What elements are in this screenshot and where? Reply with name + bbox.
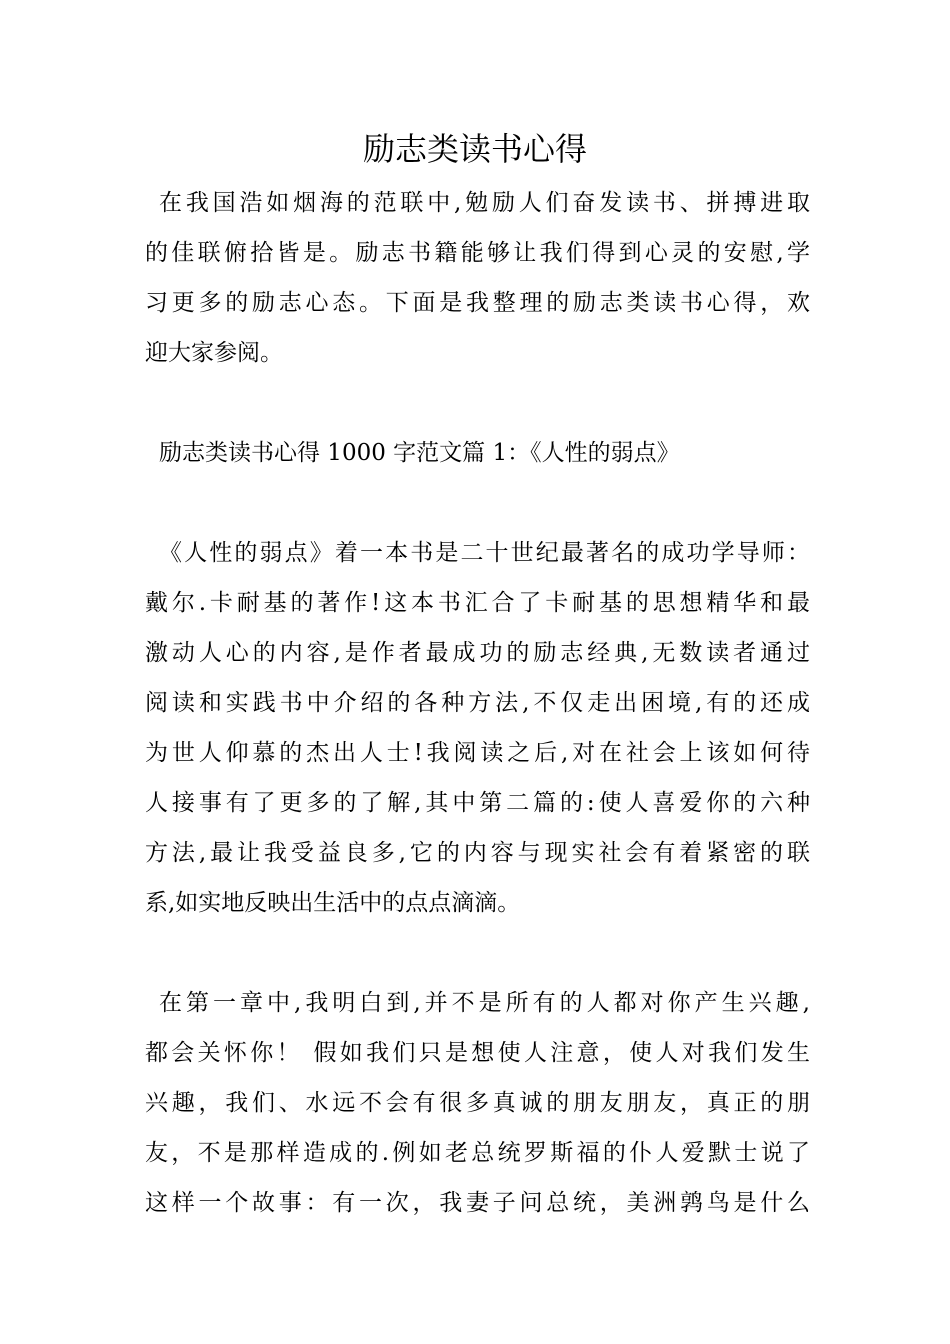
paragraph-gap <box>145 378 810 428</box>
paragraph-line: 人接事有了更多的了解,其中第二篇的:使人喜爱你的六种 <box>145 790 810 816</box>
paragraph-gap <box>145 928 810 978</box>
paragraph-line: 方法,最让我受益良多,它的内容与现实社会有着紧密的联 <box>145 840 810 866</box>
paragraph-line: 系,如实地反映出生活中的点点滴滴。 <box>145 890 521 916</box>
paragraph-line: 习更多的励志心态。下面是我整理的励志类读书心得，欢 <box>145 290 810 316</box>
paragraph-gap <box>145 478 810 528</box>
paragraph-line: 的佳联俯拾皆是。励志书籍能够让我们得到心灵的安慰,学 <box>145 240 810 266</box>
paragraph-book-intro <box>145 528 810 928</box>
paragraph-line: 这样一个故事：有一次，我妻子问总统，美洲鹑鸟是什么 <box>145 1190 810 1216</box>
paragraph-line: 戴尔.卡耐基的著作!这本书汇合了卡耐基的思想精华和最 <box>145 590 810 616</box>
paragraph-line: 《人性的弱点》着一本书是二十世纪最著名的成功学导师： <box>159 540 810 566</box>
paragraph-chapter-one <box>145 978 810 1228</box>
section-heading-line: 励志类读书心得 1000 字范文篇 1：《人性的弱点》 <box>159 440 680 466</box>
document-body <box>145 178 810 1228</box>
paragraph-line: 在第一章中,我明白到,并不是所有的人都对你产生兴趣, <box>159 990 810 1016</box>
paragraph-line: 兴趣，我们、水远不会有很多真诚的朋友朋友，真正的朋 <box>145 1090 810 1116</box>
paragraph-line: 在我国浩如烟海的范联中,勉励人们奋发读书、拼搏进取 <box>159 190 810 216</box>
paragraph-line: 为世人仰慕的杰出人士!我阅读之后,对在社会上该如何待 <box>145 740 810 766</box>
paragraph-intro <box>145 178 810 378</box>
paragraph-line: 友，不是那样造成的.例如老总统罗斯福的仆人爱默士说了 <box>145 1140 810 1166</box>
paragraph-line: 都会关怀你！ 假如我们只是想使人注意，使人对我们发生 <box>145 1040 810 1066</box>
paragraph-line: 迎大家参阅。 <box>145 340 283 366</box>
document-title: 励志类读书心得 <box>362 130 587 168</box>
paragraph-line: 阅读和实践书中介绍的各种方法,不仅走出困境,有的还成 <box>145 690 810 716</box>
paragraph-line: 激动人心的内容,是作者最成功的励志经典,无数读者通过 <box>145 640 810 666</box>
section-heading <box>145 428 810 478</box>
